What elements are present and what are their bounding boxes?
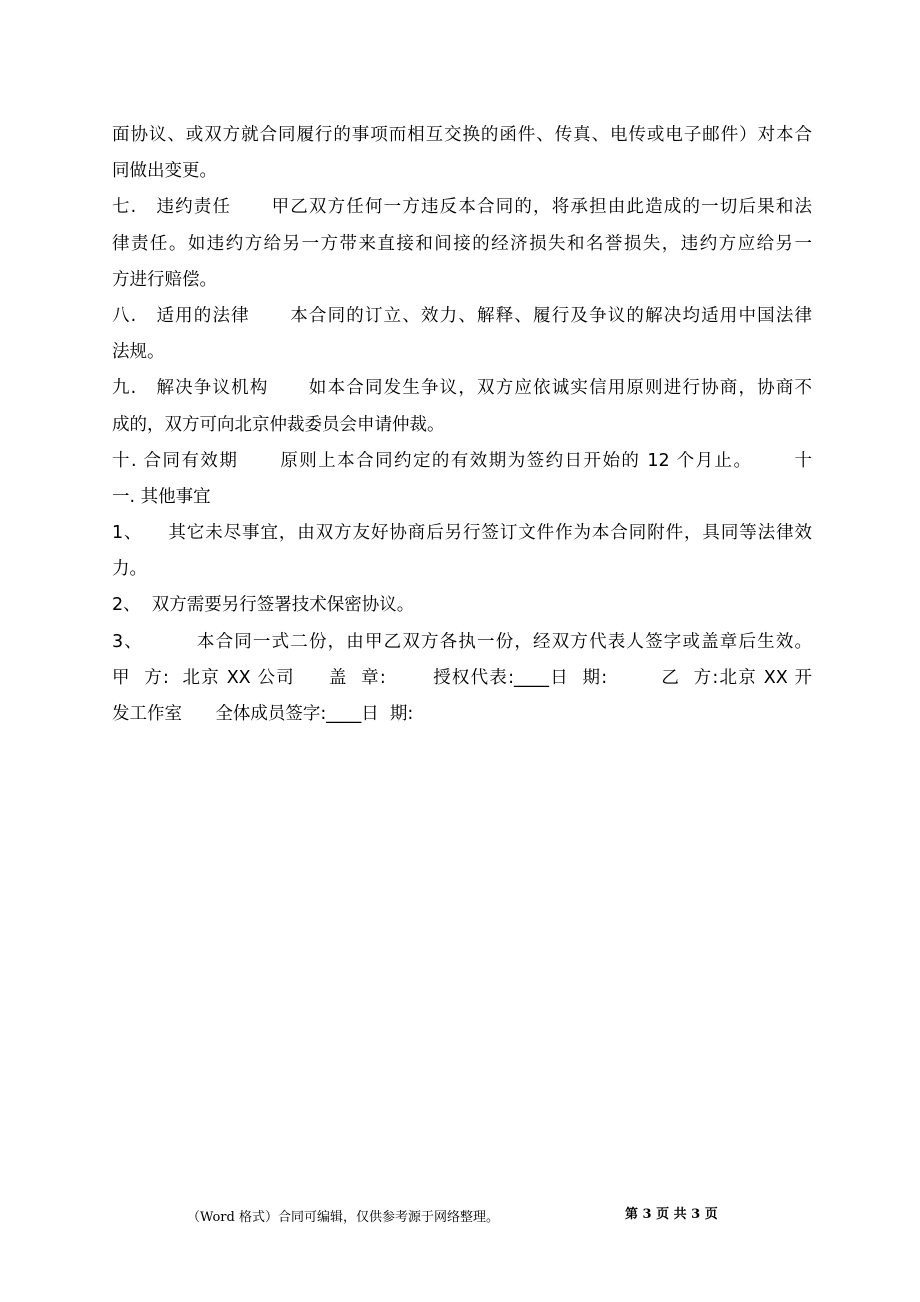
page-number: 第 3 页 共 3 页 bbox=[625, 1207, 718, 1222]
signature-line: 发工作室 全体成员签字:____日 期: bbox=[112, 704, 414, 724]
text-line: 成的，双方可向北京仲裁委员会申请仲裁。 bbox=[112, 414, 445, 435]
text-line: 同做出变更。 bbox=[112, 161, 217, 182]
clause-10-heading-line: 十. 合同有效期 原则上本合同约定的有效期为签约日开始的 12 个月止。 十 bbox=[112, 450, 812, 471]
text-line: 法规。 bbox=[112, 342, 165, 363]
text-line: 面协议、或双方就合同履行的事项而相互交换的函件、传真、电传或电子邮件）对本合 bbox=[112, 125, 812, 145]
footer-note: （Word 格式）合同可编辑，仅供参考源于网络整理。 bbox=[187, 1210, 499, 1225]
clause-8-heading-line: 八. 适用的法律 本合同的订立、效力、解释、履行及争议的解决均适用中国法律 bbox=[112, 305, 812, 326]
item-3-line: 3、 本合同一式二份，由甲乙双方各执一份，经双方代表人签字或盖章后生效。 bbox=[112, 631, 812, 652]
signature-line: 甲 方: 北京 XX 公司 盖 章: 授权代表:____日 期: 乙 方:北京 XX 开 bbox=[112, 667, 812, 688]
item-2-line: 2、 双方需要另行签署技术保密协议。 bbox=[112, 595, 415, 616]
text-line: 律责任。如违约方给另一方带来直接和间接的经济损失和名誉损失，违约方应给另一 bbox=[112, 233, 812, 254]
clause-11-heading-line: 一. 其他事宜 bbox=[112, 486, 211, 507]
item-1-line: 1、 其它未尽事宜，由双方友好协商后另行签订文件作为本合同附件，具同等法律效 bbox=[112, 523, 812, 544]
clause-9-heading-line: 九. 解决争议机构 如本合同发生争议，双方应依诚实信用原则进行协商，协商不 bbox=[112, 378, 812, 399]
contract-body bbox=[112, 117, 812, 732]
text-line: 方进行赔偿。 bbox=[112, 269, 217, 290]
text-line: 力。 bbox=[112, 559, 147, 580]
clause-7-heading-line: 七. 违约责任 甲乙双方任何一方违反本合同的，将承担由此造成的一切后果和法 bbox=[112, 197, 812, 218]
